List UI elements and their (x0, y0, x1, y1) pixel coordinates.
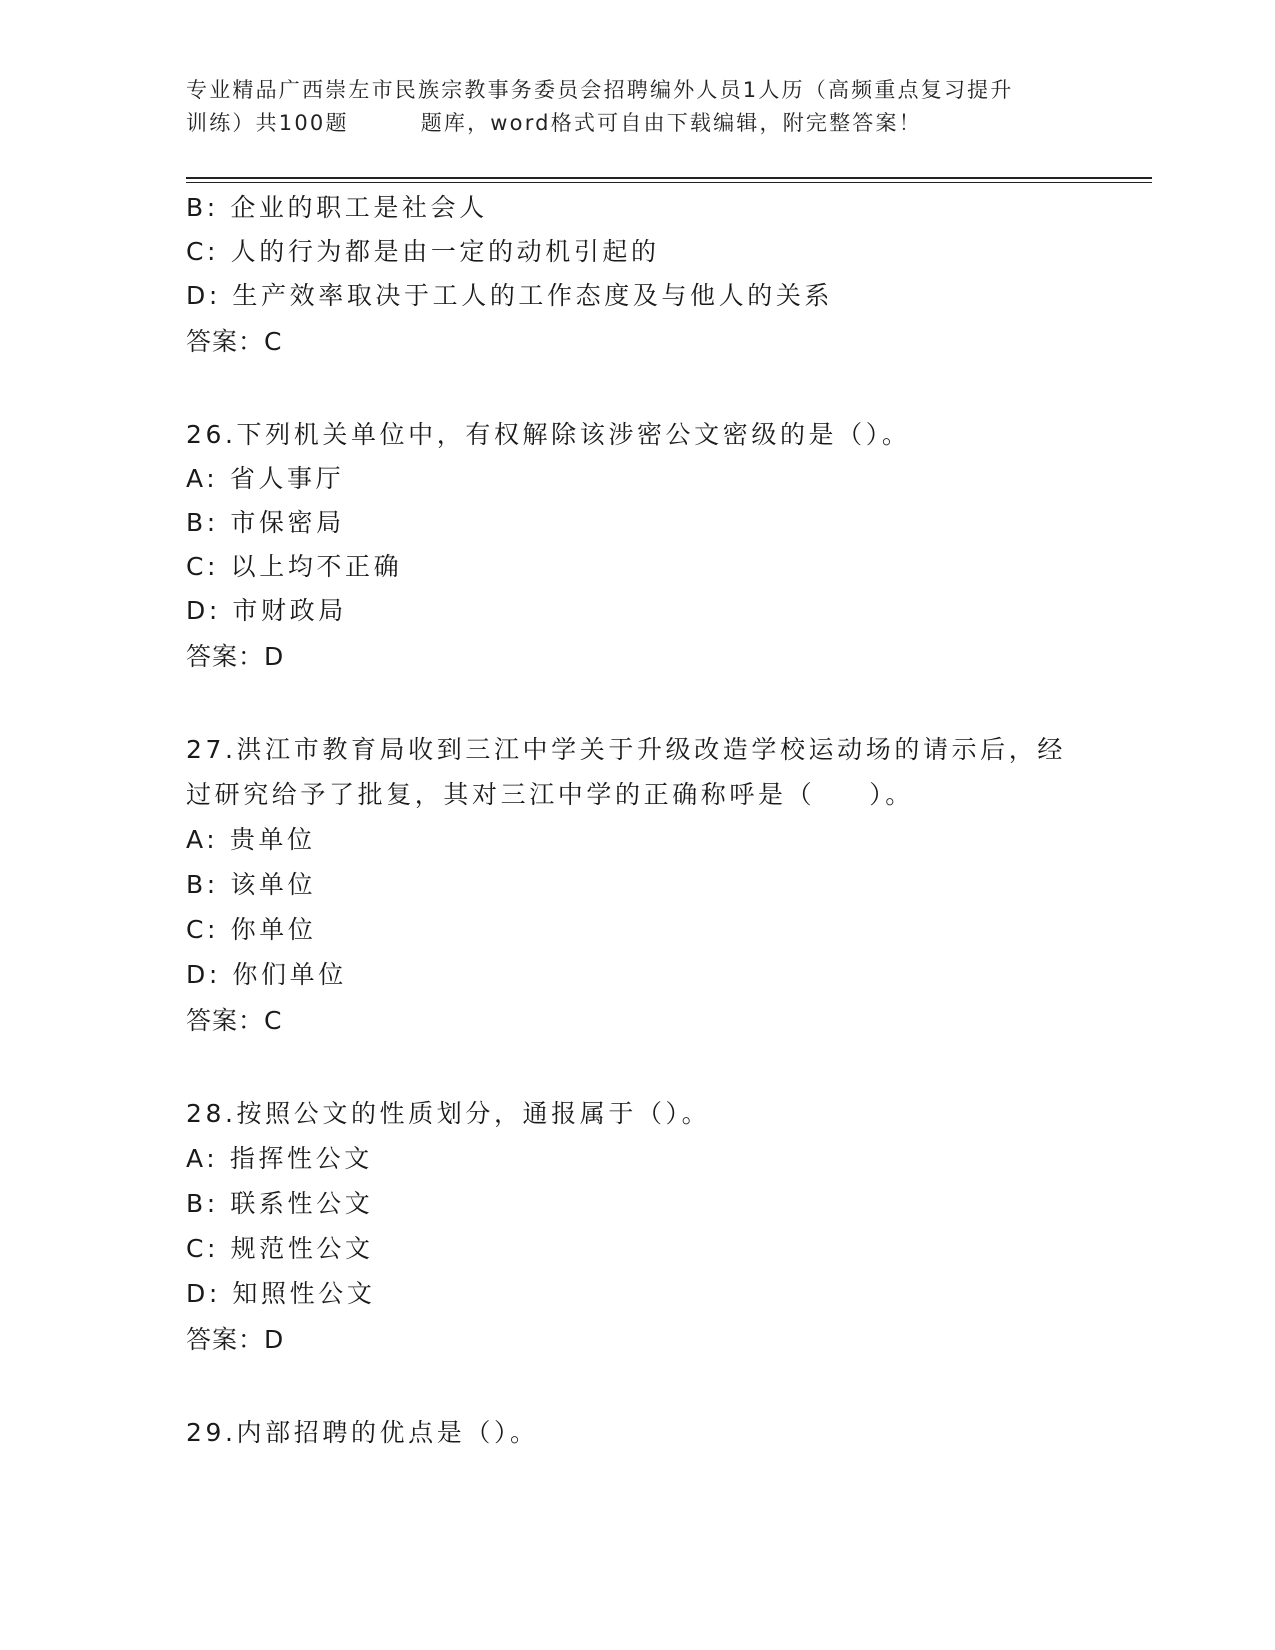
q27-option-d: D: 你们单位 (186, 960, 347, 989)
q25-option-c: C: 人的行为都是由一定的动机引起的 (186, 237, 660, 266)
q27-option-c: C: 你单位 (186, 915, 317, 944)
q26-option-c: C: 以上均不正确 (186, 552, 403, 581)
q28-option-c: C: 规范性公文 (186, 1234, 374, 1263)
q27-question-line-2-start: 过研究给予了批复，其对三江中学的正确称呼是（ (186, 780, 816, 809)
q27-option-b: B: 该单位 (186, 870, 317, 899)
document-header (186, 74, 1086, 140)
q28-option-d: D: 知照性公文 (186, 1279, 376, 1308)
q27-answer: 答案：C (186, 1006, 283, 1035)
q27-question-line-2 (186, 778, 914, 812)
q26-option-a: A: 省人事厅 (186, 464, 345, 493)
header-divider-thin (186, 182, 1152, 183)
q27-option-a: A: 贵单位 (186, 825, 316, 854)
header-divider-thick (186, 177, 1152, 179)
q26-option-b: B: 市保密局 (186, 508, 345, 537)
q27-question-line-1: 27.洪江市教育局收到三江中学关于升级改造学校运动场的请示后，经 (186, 735, 1066, 764)
q28-question: 28.按照公文的性质划分，通报属于（）。 (186, 1099, 711, 1128)
header-title-line-1: 专业精品广西崇左市民族宗教事务委员会招聘编外人员1人历（高频重点复习提升 (186, 78, 1014, 102)
header-title-line-2 (186, 107, 1086, 140)
header-title-line-2-right: 题库，word格式可自由下载编辑，附完整答案！ (420, 111, 922, 135)
q25-option-d: D: 生产效率取决于工人的工作态度及与他人的关系 (186, 281, 834, 310)
q26-option-d: D: 市财政局 (186, 596, 347, 625)
q26-question: 26.下列机关单位中，有权解除该涉密公文密级的是（）。 (186, 420, 911, 449)
q27-question-line-2-end: ）。 (869, 780, 914, 809)
q28-option-a: A: 指挥性公文 (186, 1144, 373, 1173)
q25-answer: 答案：C (186, 327, 283, 356)
q28-option-b: B: 联系性公文 (186, 1189, 374, 1218)
q28-answer: 答案：D (186, 1325, 285, 1354)
q26-answer: 答案：D (186, 642, 285, 671)
header-title-line-2-left: 训练）共100题 (186, 111, 349, 135)
q29-question: 29.内部招聘的优点是（）。 (186, 1418, 539, 1447)
q25-option-b: B: 企业的职工是社会人 (186, 193, 488, 222)
